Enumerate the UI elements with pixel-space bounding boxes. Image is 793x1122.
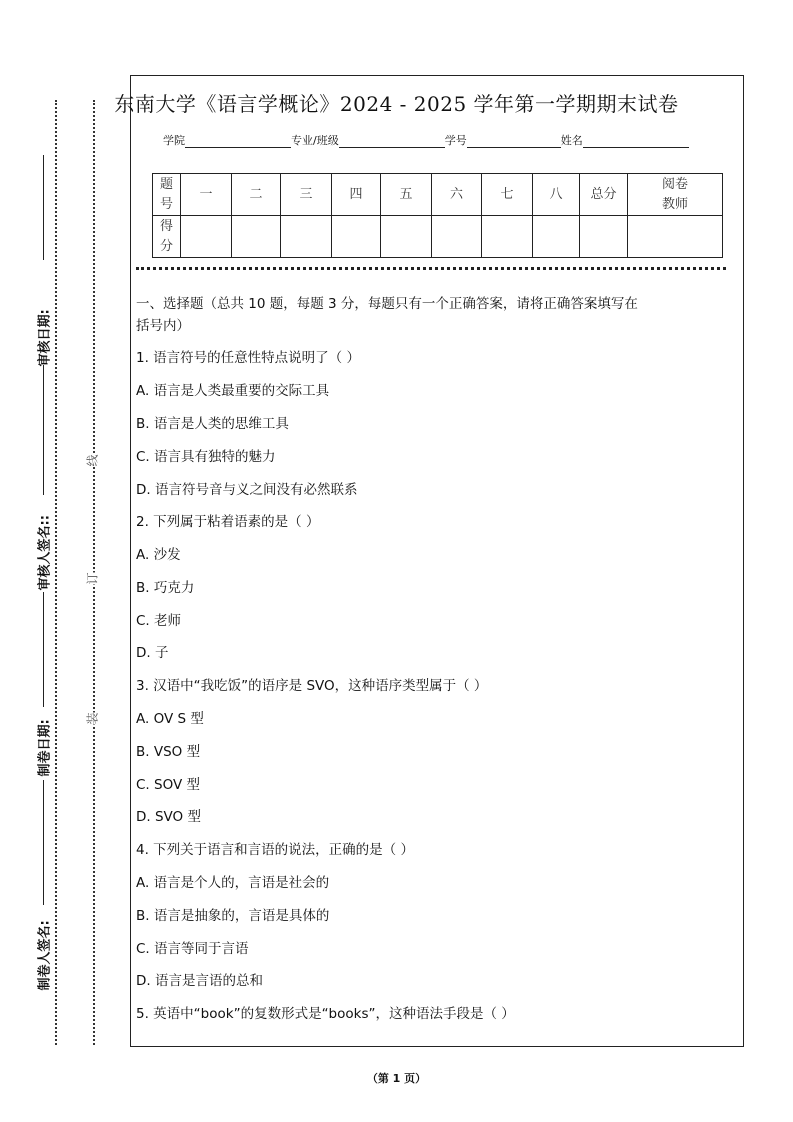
- student-id-label: 学号: [444, 134, 467, 147]
- section-heading-cont: 括号内）: [136, 318, 190, 334]
- row-label: 得 分: [153, 216, 181, 258]
- name-label: 姓名: [560, 134, 583, 147]
- make-date-label: 制卷日期:: [37, 719, 53, 777]
- binding-mark-line: 线: [85, 454, 100, 467]
- col-header: 总分: [580, 174, 628, 216]
- binding-mark-staple: 订: [85, 572, 100, 585]
- col-header: 六: [432, 174, 482, 216]
- score-cell[interactable]: [432, 216, 482, 258]
- answer-option: B. 语言是人类的思维工具: [136, 416, 289, 432]
- score-cell[interactable]: [533, 216, 580, 258]
- section-heading: 一、选择题（总共 10 题，每题 3 分，每题只有一个正确答案，请将正确答案填写在: [136, 296, 638, 312]
- college-field[interactable]: [185, 133, 291, 148]
- score-cell[interactable]: [381, 216, 432, 258]
- answer-option: A. 沙发: [136, 547, 181, 563]
- student-id-field[interactable]: [467, 133, 561, 148]
- question-stem: 2. 下列属于粘着语素的是（ ）: [136, 514, 320, 530]
- col-header: 七: [482, 174, 533, 216]
- answer-option: C. 老师: [136, 613, 182, 629]
- college-label: 学院: [163, 134, 185, 147]
- question-stem: 5. 英语中“book”的复数形式是“books”，这种语法手段是（ ）: [136, 1006, 515, 1022]
- maker-sign-label: 制卷人签名:: [37, 920, 53, 991]
- answer-option: A. 语言是个人的，言语是社会的: [136, 875, 330, 891]
- row-label: 题 号: [153, 174, 181, 216]
- answer-option: D. 子: [136, 645, 169, 661]
- maker-sign-line: [43, 780, 44, 905]
- review-date-label: 审核日期:: [37, 309, 53, 367]
- score-cell[interactable]: [482, 216, 533, 258]
- dotted-separator: [136, 267, 726, 270]
- name-field[interactable]: [583, 133, 689, 148]
- score-cell[interactable]: [580, 216, 628, 258]
- score-row: [153, 216, 723, 258]
- col-header: 四: [332, 174, 381, 216]
- col-header: 五: [381, 174, 432, 216]
- make-date-line: [43, 592, 44, 707]
- question-stem: 1. 语言符号的任意性特点说明了（ ）: [136, 350, 360, 366]
- review-date-line: [43, 155, 44, 260]
- answer-option: B. 语言是抽象的，言语是具体的: [136, 908, 330, 924]
- answer-option: A. OV S 型: [136, 711, 204, 727]
- score-cell[interactable]: [232, 216, 281, 258]
- major-field[interactable]: [339, 133, 445, 148]
- grader-cell[interactable]: [628, 216, 723, 258]
- answer-option: C. 语言具有独特的魅力: [136, 449, 276, 465]
- question-number-row: [153, 174, 723, 216]
- score-cell[interactable]: [181, 216, 232, 258]
- student-info-row: [163, 132, 689, 148]
- col-header: 二: [232, 174, 281, 216]
- cut-line-outer: [55, 100, 57, 1045]
- binding-mark-bind: 装: [85, 712, 100, 725]
- col-header: 一: [181, 174, 232, 216]
- grader-header: 阅卷 教师: [628, 174, 723, 216]
- answer-option: D. 语言是言语的总和: [136, 973, 263, 989]
- page-number: （第 1 页）: [366, 1072, 427, 1085]
- answer-option: C. 语言等同于言语: [136, 941, 249, 957]
- reviewer-sign-label: 审核人签名::: [37, 515, 53, 591]
- reviewer-sign-line: [43, 365, 44, 495]
- score-cell[interactable]: [281, 216, 332, 258]
- col-header: 八: [533, 174, 580, 216]
- score-table: [152, 173, 723, 258]
- answer-option: C. SOV 型: [136, 777, 200, 793]
- answer-option: D. SVO 型: [136, 809, 201, 825]
- answer-option: D. 语言符号音与义之间没有必然联系: [136, 482, 358, 498]
- exam-title: 东南大学《语言学概论》2024 - 2025 学年第一学期期末试卷: [114, 92, 679, 116]
- major-label: 专业/班级: [291, 134, 339, 147]
- score-cell[interactable]: [332, 216, 381, 258]
- question-stem: 4. 下列关于语言和言语的说法，正确的是（ ）: [136, 842, 414, 858]
- question-stem: 3. 汉语中“我吃饭”的语序是 SVO，这种语序类型属于（ ）: [136, 678, 488, 694]
- answer-option: A. 语言是人类最重要的交际工具: [136, 383, 330, 399]
- answer-option: B. 巧克力: [136, 580, 195, 596]
- answer-option: B. VSO 型: [136, 744, 201, 760]
- col-header: 三: [281, 174, 332, 216]
